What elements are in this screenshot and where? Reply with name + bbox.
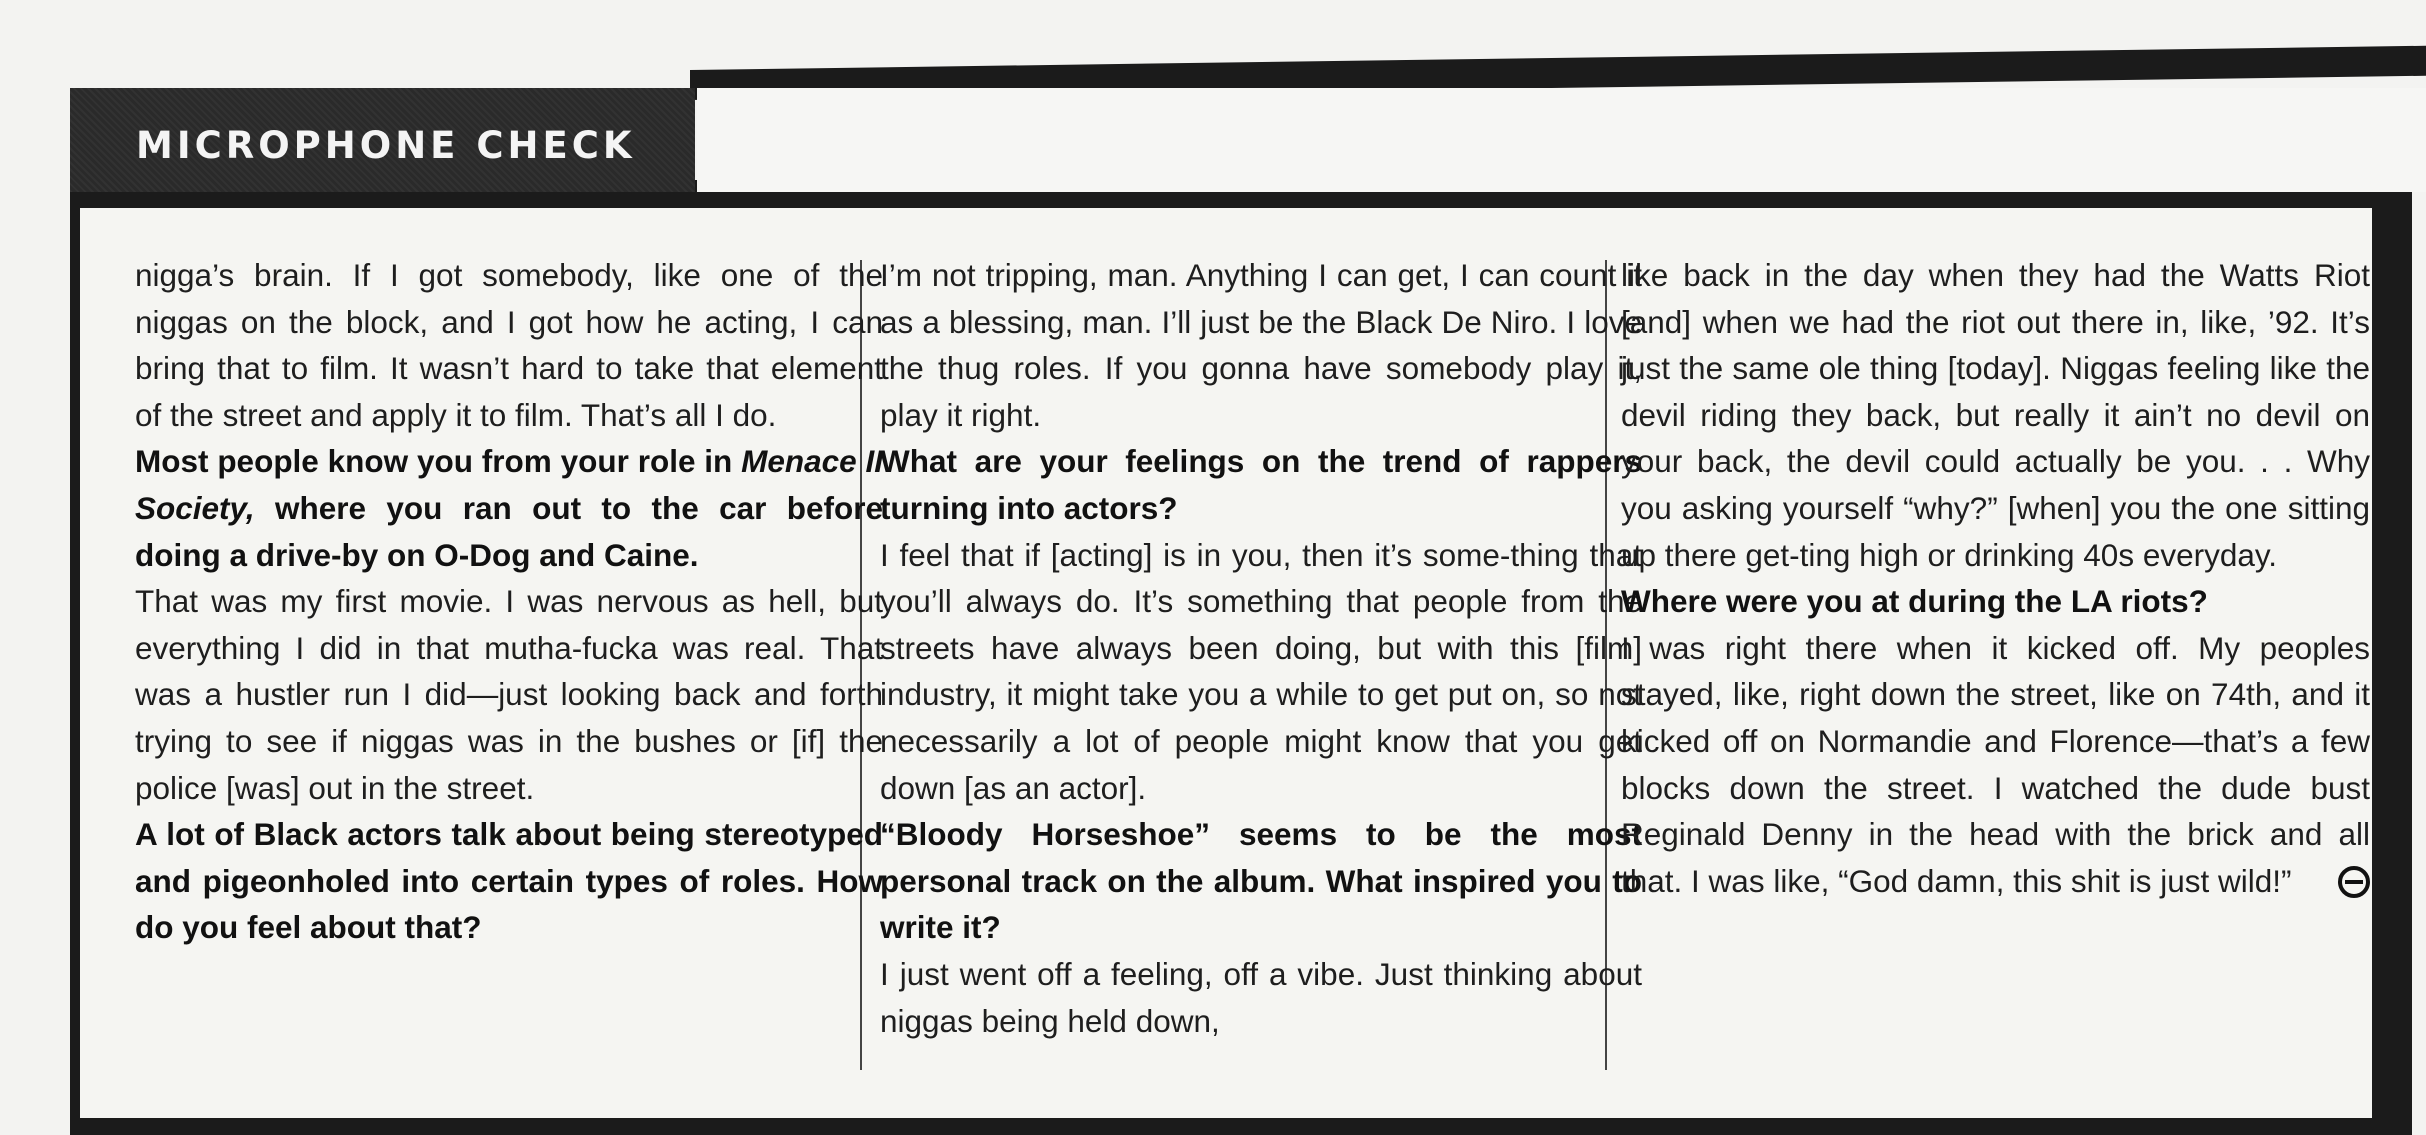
question-paragraph: A lot of Black actors talk about being stereotyped and pigeonholed into certain types of roles. How do you feel about that?: [135, 816, 883, 946]
answer-paragraph: I just went off a feeling, off a vibe. Just thinking about niggas being held down,: [880, 955, 1642, 1039]
answer-paragraph: I’m not tripping, man. Anything I can get, I can count it as a blessing, man. I’ll just be the Black De Niro. I love the thug roles. If you gonna have somebody play it, play it right.: [880, 257, 1642, 433]
question-paragraph: What are your feelings on the trend of rappers turning into actors?: [880, 443, 1642, 526]
question-text: Most people know you from your role in: [135, 443, 742, 480]
column-2: [880, 252, 1642, 1044]
column-1: [135, 252, 883, 951]
article-body: [80, 208, 2372, 1118]
answer-paragraph: That was my first movie. I was nervous as hell, but everything I did in that mutha-fucka was real. That was a hustler run I did—just looking back and forth trying to see if niggas was in the bushes or [if] the police [was] out in the street.: [135, 583, 883, 806]
section-title: MICROPHONE CHECK: [136, 124, 636, 167]
answer-text: I was right there when it kicked off. My peoples stayed, like, right down the street, like on 74th, and it kicked off on Normandie and Florence—that’s a few blocks down the street. I watched the dude bust Reginald Denny in the head with the brick and all that. I was like, “God damn, this shit is just wild!”: [1621, 629, 2370, 899]
question-text: where you ran out to the car before doing a drive-by on O-Dog and Caine.: [135, 489, 883, 573]
question-paragraph: “Bloody Horseshoe” seems to be the most personal track on the album. What inspired you to write it?: [880, 816, 1642, 946]
answer-paragraph: like back in the day when they had the Watts Riot [and] when we had the riot out there in, like, ’92. It’s just the same ole thing [today]. Niggas feeling like the devil riding they back, but really it ain’t no devil on your back, the devil could actually be you. . . Why you asking yourself “why?” [when] you the one sitting up there get-ting high or drinking 40s everyday.: [1621, 257, 2370, 573]
end-of-article-icon: [2338, 866, 2370, 898]
film-title: Menace II Society,: [135, 443, 884, 526]
header-blank-area: [697, 88, 2426, 192]
column-3: [1621, 252, 2370, 904]
answer-paragraph: [1621, 625, 2370, 905]
answer-paragraph: I feel that if [acting] is in you, then it’s some-thing that you’ll always do. It’s something that people from the streets have always been doing, but with this [film] industry, it might take you a while to get put on, so not necessarily a lot of people might know that you get down [as an actor].: [880, 536, 1642, 806]
question-paragraph: [135, 438, 883, 578]
question-paragraph: Where were you at during the LA riots?: [1621, 583, 2208, 620]
answer-paragraph: nigga’s brain. If I got somebody, like one of the niggas on the block, and I got how he acting, I can bring that to film. It wasn’t hard to take that element of the street and apply it to film. That’s all I do.: [135, 257, 883, 433]
